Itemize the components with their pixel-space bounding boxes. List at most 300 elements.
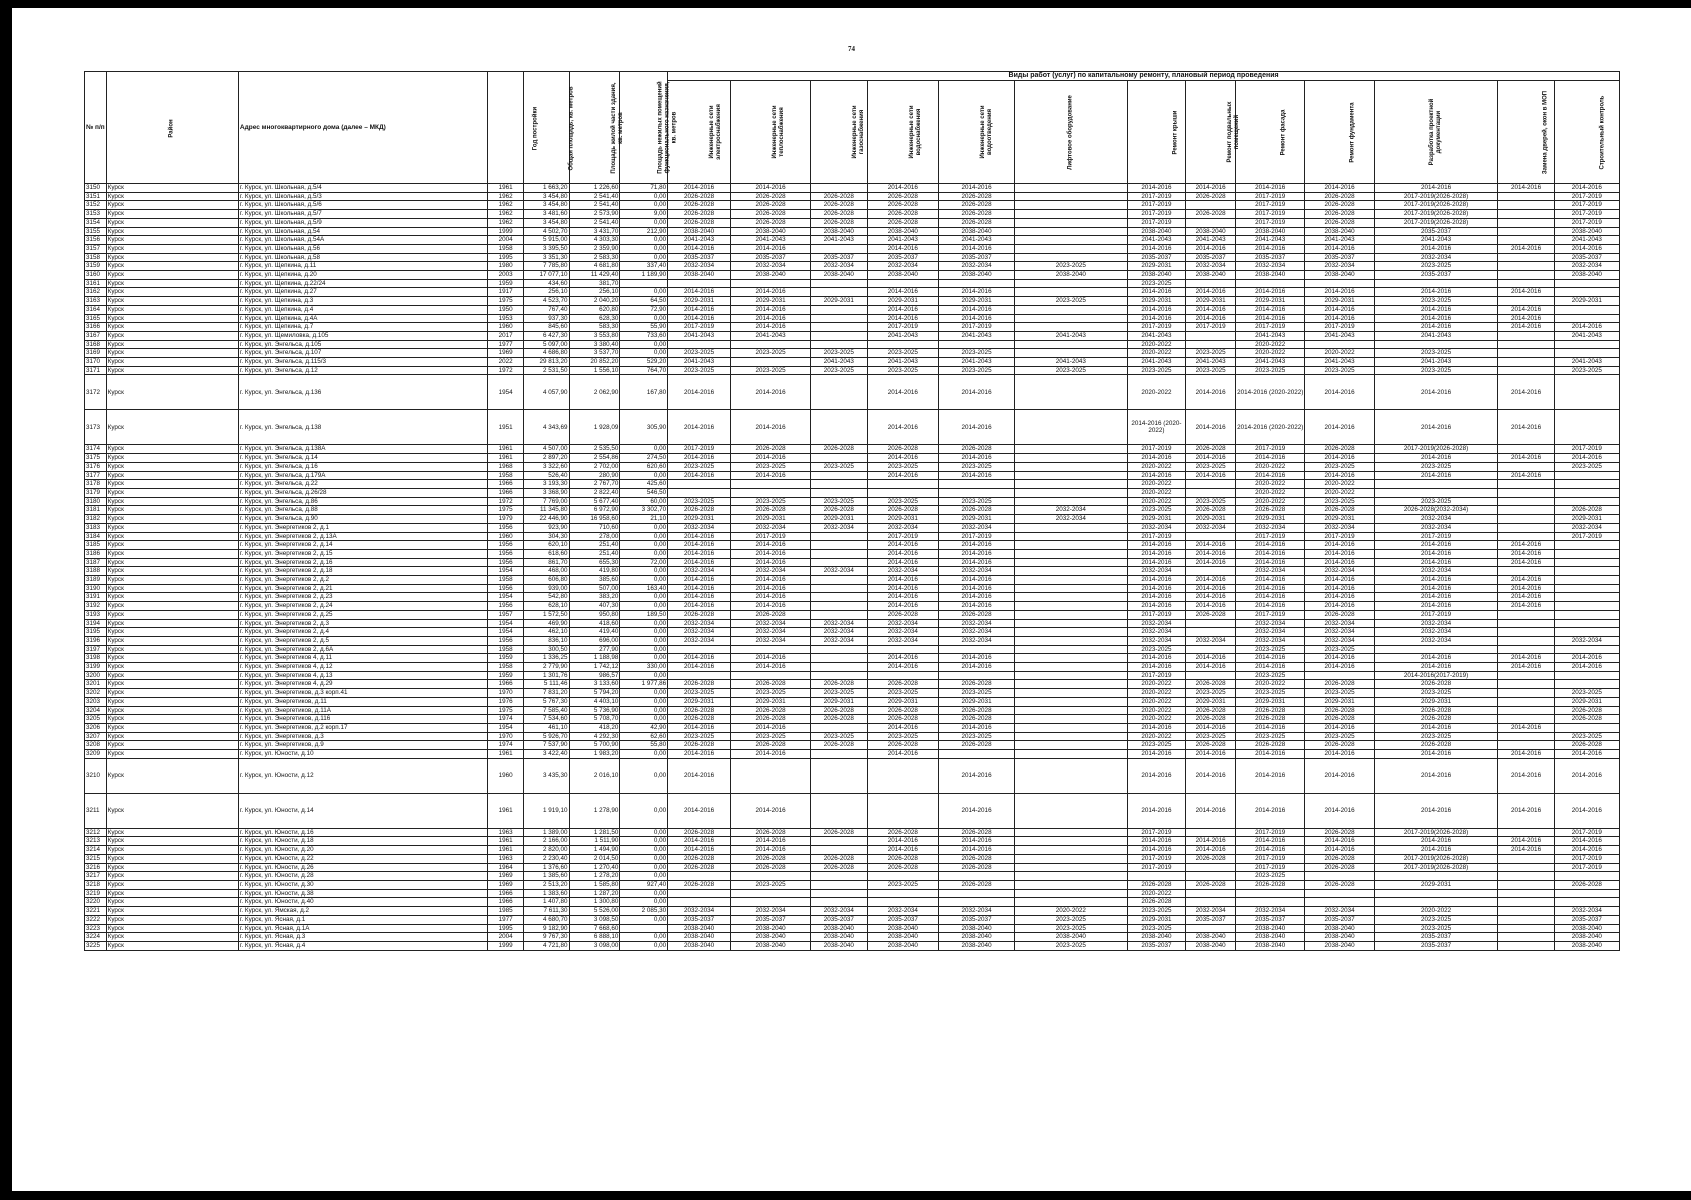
cell-work-period: 2014-2016	[867, 184, 939, 193]
cell-work-period: 2038-2040	[1554, 271, 1619, 280]
cell-district: Курск	[106, 732, 238, 741]
cell-address: г. Курск, ул. Энергетиков 2, д.23	[238, 593, 487, 602]
cell-work-period	[1014, 227, 1127, 236]
cell-work-period: 2014-2016	[1554, 184, 1619, 193]
cell-work-period: 2014-2016	[1236, 576, 1305, 585]
cell-num: 3194	[85, 619, 107, 628]
cell-work-period	[939, 340, 1015, 349]
cell-work-period: 2032-2034	[1014, 515, 1127, 524]
cell-work-period: 2026-2028	[939, 881, 1015, 890]
cell-work-period: 2014-2016	[1127, 758, 1186, 793]
cell-num: 3201	[85, 680, 107, 689]
cell-nonres-area: 3 302,70	[620, 506, 668, 515]
cell-district: Курск	[106, 471, 238, 480]
cell-year: 1961	[488, 445, 524, 454]
cell-work-period: 2017-2019	[1127, 218, 1186, 227]
cell-living-area: 4 292,30	[569, 732, 620, 741]
cell-living-area: 407,30	[569, 602, 620, 611]
cell-nonres-area: 64,50	[620, 297, 668, 306]
cell-work-period	[1236, 898, 1305, 907]
cell-work-period: 2041-2043	[1186, 236, 1236, 245]
cell-work-period: 2032-2034	[1127, 523, 1186, 532]
cell-work-period: 2041-2043	[1554, 236, 1619, 245]
cell-work-period: 2017-2019(2026-2028)	[1374, 854, 1498, 863]
cell-work-period: 2038-2040	[939, 227, 1015, 236]
cell-num: 3217	[85, 872, 107, 881]
cell-work-period: 2023-2025	[1127, 907, 1186, 916]
cell-work-period: 2014-2016	[1305, 314, 1374, 323]
cell-work-period: 2029-2031	[939, 297, 1015, 306]
cell-work-period: 2014-2016	[1305, 549, 1374, 558]
cell-work-period: 2035-2037	[1186, 915, 1236, 924]
cell-work-period	[1498, 628, 1554, 637]
cell-work-period: 2026-2028	[1186, 706, 1236, 715]
table-row	[85, 227, 1620, 236]
cell-living-area: 383,20	[569, 593, 620, 602]
cell-work-period: 2032-2034	[1186, 262, 1236, 271]
cell-district: Курск	[106, 497, 238, 506]
table-row	[85, 654, 1620, 663]
cell-work-period: 2023-2025	[1554, 689, 1619, 698]
cell-total-area: 2 779,90	[523, 663, 569, 672]
cell-year: 1962	[488, 192, 524, 201]
cell-work-period: 2032-2034	[939, 907, 1015, 916]
table-row	[85, 680, 1620, 689]
cell-work-period	[1498, 271, 1554, 280]
cell-work-period: 2017-2019	[1236, 201, 1305, 210]
cell-work-period: 2023-2025	[811, 689, 867, 698]
cell-work-period	[811, 331, 867, 340]
cell-num: 3182	[85, 515, 107, 524]
cell-nonres-area: 55,80	[620, 741, 668, 750]
cell-work-period: 2041-2043	[1127, 331, 1186, 340]
cell-work-period: 2038-2040	[1305, 271, 1374, 280]
cell-total-area: 3 454,80	[523, 192, 569, 201]
cell-nonres-area: 0,00	[620, 636, 668, 645]
cell-district: Курск	[106, 636, 238, 645]
cell-work-period: 2014-2016	[939, 375, 1015, 410]
cell-work-period	[1498, 636, 1554, 645]
cell-living-area: 11 429,40	[569, 271, 620, 280]
cell-work-period	[730, 898, 810, 907]
cell-work-period	[1014, 244, 1127, 253]
cell-work-period: 2014-2016	[939, 410, 1015, 445]
cell-address: г. Курск, ул. Энергетиков 2, д.24	[238, 602, 487, 611]
cell-work-period: 2026-2028	[939, 854, 1015, 863]
cell-year: 1963	[488, 854, 524, 863]
cell-work-period	[1374, 480, 1498, 489]
cell-work-period: 2035-2037	[867, 253, 939, 262]
cell-address: г. Курск, ул. Юности, д.12	[238, 758, 487, 793]
cell-work-period: 2014-2016	[1305, 654, 1374, 663]
cell-work-period: 2032-2034	[939, 636, 1015, 645]
table-row	[85, 758, 1620, 793]
cell-work-period: 2023-2025	[939, 462, 1015, 471]
cell-work-period	[1186, 889, 1236, 898]
cell-work-period: 2014-2016	[1236, 314, 1305, 323]
cell-work-period: 2023-2025	[668, 497, 731, 506]
cell-work-period	[811, 576, 867, 585]
cell-total-area: 3 193,30	[523, 480, 569, 489]
cell-work-period	[811, 375, 867, 410]
cell-work-period	[867, 488, 939, 497]
cell-work-period	[1498, 889, 1554, 898]
cell-address: г. Курск, ул. Юности, д.38	[238, 889, 487, 898]
cell-nonres-area: 0,00	[620, 201, 668, 210]
cell-living-area: 2 014,50	[569, 854, 620, 863]
cell-work-period: 2014-2016	[730, 602, 810, 611]
cell-year: 1975	[488, 297, 524, 306]
cell-living-area: 5 526,00	[569, 907, 620, 916]
cell-work-period: 2014-2016	[1498, 314, 1554, 323]
cell-living-area: 2 583,30	[569, 253, 620, 262]
cell-year: 1961	[488, 184, 524, 193]
cell-work-period: 2038-2040	[668, 271, 731, 280]
table-row	[85, 663, 1620, 672]
cell-num: 3176	[85, 462, 107, 471]
cell-living-area: 20 852,20	[569, 358, 620, 367]
cell-work-period: 2026-2028	[939, 680, 1015, 689]
cell-num: 3167	[85, 331, 107, 340]
cell-work-period: 2014-2016	[1186, 576, 1236, 585]
cell-work-period: 2014-2016	[1374, 793, 1498, 828]
cell-num: 3210	[85, 758, 107, 793]
cell-year: 1999	[488, 941, 524, 950]
cell-year: 1961	[488, 793, 524, 828]
cell-work-period: 2014-2016	[1186, 541, 1236, 550]
cell-year: 1957	[488, 610, 524, 619]
cell-work-period: 2023-2025	[1374, 689, 1498, 698]
cell-work-period: 2023-2025	[730, 349, 810, 358]
cell-work-period	[811, 454, 867, 463]
cell-living-area: 3 098,00	[569, 941, 620, 950]
cell-work-period: 2014-2016	[1127, 471, 1186, 480]
cell-work-period	[1014, 758, 1127, 793]
cell-num: 3193	[85, 610, 107, 619]
cell-work-period: 2023-2025	[668, 732, 731, 741]
cell-work-period	[1014, 480, 1127, 489]
cell-living-area: 278,00	[569, 532, 620, 541]
cell-work-period	[1014, 567, 1127, 576]
cell-year: 1954	[488, 628, 524, 637]
cell-living-area: 1 494,90	[569, 846, 620, 855]
cell-work-period: 2014-2016	[668, 837, 731, 846]
scan-border-top	[0, 0, 1691, 8]
cell-nonres-area: 189,50	[620, 610, 668, 619]
table-row	[85, 279, 1620, 288]
cell-work-period: 2014-2016	[668, 793, 731, 828]
cell-total-area: 4 721,80	[523, 941, 569, 950]
cell-work-period: 2014-2016	[1374, 723, 1498, 732]
cell-work-period: 2035-2037	[1236, 915, 1305, 924]
cell-district: Курск	[106, 331, 238, 340]
cell-work-period: 2017-2019	[1374, 610, 1498, 619]
cell-living-area: 2 016,10	[569, 758, 620, 793]
cell-work-period: 2029-2031	[1127, 262, 1186, 271]
cell-year: 1956	[488, 584, 524, 593]
cell-work-period: 2041-2043	[867, 331, 939, 340]
table-row	[85, 210, 1620, 219]
cell-work-period: 2038-2040	[1554, 227, 1619, 236]
cell-work-period: 2017-2019	[1127, 863, 1186, 872]
cell-address: г. Курск, ул. Энгельса, д.115/3	[238, 358, 487, 367]
cell-nonres-area: 212,90	[620, 227, 668, 236]
cell-work-period: 2014-2016	[1498, 305, 1554, 314]
cell-work-period: 2014-2016	[1374, 750, 1498, 759]
table-row	[85, 288, 1620, 297]
cell-work-period: 2038-2040	[730, 933, 810, 942]
cell-nonres-area: 305,90	[620, 410, 668, 445]
cell-work-period	[730, 645, 810, 654]
cell-num: 3207	[85, 732, 107, 741]
cell-work-period: 2029-2031	[1374, 697, 1498, 706]
table-row	[85, 340, 1620, 349]
cell-work-period: 2014-2016	[939, 549, 1015, 558]
cell-work-period: 2026-2028	[811, 715, 867, 724]
cell-work-period: 2041-2043	[867, 236, 939, 245]
cell-work-period: 2029-2031	[1305, 515, 1374, 524]
cell-work-period: 2014-2016	[1186, 184, 1236, 193]
cell-work-period	[811, 671, 867, 680]
cell-work-period: 2014-2016	[867, 305, 939, 314]
cell-work-period: 2014-2016	[1186, 602, 1236, 611]
cell-address: г. Курск, ул. Энгельса, д.86	[238, 497, 487, 506]
cell-work-period: 2020-2022	[1127, 680, 1186, 689]
cell-year: 1958	[488, 471, 524, 480]
cell-work-period: 2017-2019	[1127, 610, 1186, 619]
cell-district: Курск	[106, 567, 238, 576]
cell-work-period	[1014, 497, 1127, 506]
cell-work-period: 2020-2022	[1236, 340, 1305, 349]
cell-work-period: 2026-2028	[1374, 715, 1498, 724]
cell-work-period: 2029-2031	[1236, 697, 1305, 706]
table-row	[85, 723, 1620, 732]
cell-work-period: 2014-2016	[1236, 793, 1305, 828]
cell-work-period	[1014, 828, 1127, 837]
cell-district: Курск	[106, 236, 238, 245]
cell-work-period: 2014-2016	[1374, 471, 1498, 480]
cell-year: 1966	[488, 898, 524, 907]
cell-year: 1958	[488, 645, 524, 654]
cell-work-period: 2026-2028	[1374, 706, 1498, 715]
cell-work-period: 2014-2016	[1554, 846, 1619, 855]
cell-work-period	[1374, 872, 1498, 881]
cell-num: 3169	[85, 349, 107, 358]
cell-total-area: 3 454,80	[523, 201, 569, 210]
cell-living-area: 419,40	[569, 628, 620, 637]
cell-work-period: 2014-2016	[1186, 549, 1236, 558]
cell-work-period	[1014, 898, 1127, 907]
cell-work-period: 2032-2034	[1305, 619, 1374, 628]
cell-work-period: 2026-2028	[811, 210, 867, 219]
table-row	[85, 793, 1620, 828]
cell-work-period: 2038-2040	[811, 924, 867, 933]
cell-total-area: 1 301,76	[523, 671, 569, 680]
cell-work-period: 2014-2016	[1127, 602, 1186, 611]
cell-work-period	[668, 898, 731, 907]
cell-work-period: 2014-2016	[1127, 837, 1186, 846]
cell-work-period: 2026-2028	[1186, 854, 1236, 863]
cell-work-period: 2029-2031	[1236, 515, 1305, 524]
cell-work-period: 2014-2016	[730, 314, 810, 323]
cell-living-area: 628,30	[569, 314, 620, 323]
cell-living-area: 6 972,90	[569, 506, 620, 515]
cell-district: Курск	[106, 366, 238, 375]
cell-work-period	[1554, 872, 1619, 881]
cell-work-period: 2023-2025	[1305, 689, 1374, 698]
cell-num: 3181	[85, 506, 107, 515]
cell-year: 1972	[488, 366, 524, 375]
cell-work-period: 2023-2025	[730, 732, 810, 741]
cell-work-period	[1014, 192, 1127, 201]
cell-work-period: 2023-2025	[1554, 732, 1619, 741]
cell-work-period: 2026-2028	[1305, 210, 1374, 219]
cell-work-period: 2026-2028	[668, 863, 731, 872]
cell-work-period	[811, 881, 867, 890]
cell-work-period: 2032-2034	[939, 523, 1015, 532]
cell-total-area: 7 769,00	[523, 497, 569, 506]
cell-nonres-area: 0,00	[620, 244, 668, 253]
cell-work-period: 2023-2025	[1305, 366, 1374, 375]
cell-address: г. Курск, ул. Юности, д.28	[238, 872, 487, 881]
cell-work-period: 2014-2016	[1186, 654, 1236, 663]
cell-work-period: 2014-2016	[1127, 576, 1186, 585]
cell-address: г. Курск, ул. Юности, д.26	[238, 863, 487, 872]
cell-work-period: 2014-2016	[1305, 410, 1374, 445]
cell-address: г. Курск, ул. Юности, д.18	[238, 837, 487, 846]
cell-work-period: 2017-2019	[939, 532, 1015, 541]
cell-num: 3224	[85, 933, 107, 942]
cell-work-period: 2023-2025	[939, 349, 1015, 358]
cell-year: 1950	[488, 305, 524, 314]
cell-work-period: 2023-2025	[1127, 645, 1186, 654]
cell-work-period: 2026-2028	[1186, 192, 1236, 201]
cell-work-period: 2032-2034	[668, 907, 731, 916]
cell-work-period: 2020-2022	[1127, 340, 1186, 349]
cell-year: 1980	[488, 262, 524, 271]
cell-total-area: 4 502,70	[523, 227, 569, 236]
cell-work-period: 2032-2034	[1236, 628, 1305, 637]
cell-work-period: 2014-2016	[1374, 375, 1498, 410]
cell-address: г. Курск, ул. Щепкина, д.22/24	[238, 279, 487, 288]
cell-work-period: 2032-2034	[1374, 253, 1498, 262]
cell-work-period: 2023-2025	[1186, 462, 1236, 471]
cell-living-area: 2 541,40	[569, 218, 620, 227]
cell-address: г. Курск, ул. Энергетиков 4, д.13	[238, 671, 487, 680]
cell-work-period: 2014-2016	[1305, 541, 1374, 550]
cell-work-period	[668, 279, 731, 288]
cell-work-period: 2017-2019	[1236, 323, 1305, 332]
cell-work-period: 2014-2016	[730, 558, 810, 567]
cell-work-period: 2014-2016	[1236, 758, 1305, 793]
cell-district: Курск	[106, 445, 238, 454]
cell-work-period: 2026-2028	[811, 741, 867, 750]
cell-work-period: 2020-2022	[1127, 889, 1186, 898]
cell-work-period: 2014-2016	[867, 471, 939, 480]
cell-address: г. Курск, ул. Щепкина, д.27	[238, 288, 487, 297]
cell-work-period: 2014-2016	[1554, 663, 1619, 672]
cell-year: 1956	[488, 549, 524, 558]
cell-work-period	[1186, 898, 1236, 907]
cell-work-period	[939, 671, 1015, 680]
cell-work-period: 2020-2022	[1127, 689, 1186, 698]
cell-living-area: 418,60	[569, 619, 620, 628]
cell-num: 3151	[85, 192, 107, 201]
cell-work-period: 2026-2028	[867, 192, 939, 201]
cell-total-area: 461,10	[523, 723, 569, 732]
cell-work-period: 2038-2040	[668, 227, 731, 236]
cell-work-period	[1554, 549, 1619, 558]
cell-nonres-area: 0,00	[620, 218, 668, 227]
cell-work-period: 2014-2016	[867, 663, 939, 672]
cell-year: 1959	[488, 671, 524, 680]
table-row	[85, 602, 1620, 611]
cell-nonres-area: 927,40	[620, 881, 668, 890]
cell-num: 3221	[85, 907, 107, 916]
cell-total-area: 304,30	[523, 532, 569, 541]
table-row	[85, 366, 1620, 375]
cell-work-period: 2026-2028	[1305, 706, 1374, 715]
cell-work-period	[1014, 549, 1127, 558]
cell-work-period: 2038-2040	[1554, 941, 1619, 950]
cell-work-period: 2014-2016	[1186, 244, 1236, 253]
cell-work-period	[811, 184, 867, 193]
cell-work-period	[1186, 828, 1236, 837]
cell-work-period: 2026-2028	[1236, 715, 1305, 724]
cell-living-area: 507,00	[569, 584, 620, 593]
cell-work-period: 2023-2025	[1014, 941, 1127, 950]
cell-district: Курск	[106, 549, 238, 558]
cell-work-period: 2023-2025	[668, 689, 731, 698]
cell-work-period: 2038-2040	[939, 271, 1015, 280]
cell-work-period: 2017-2019	[1127, 532, 1186, 541]
cell-work-period	[1498, 349, 1554, 358]
cell-nonres-area: 0,00	[620, 471, 668, 480]
cell-district: Курск	[106, 515, 238, 524]
cell-address: г. Курск, ул. Щепкина, д.3	[238, 297, 487, 306]
cell-work-period: 2014-2016	[730, 323, 810, 332]
cell-work-period: 2023-2025	[1236, 645, 1305, 654]
cell-work-period: 2029-2031	[1127, 515, 1186, 524]
cell-work-period: 2032-2034	[730, 523, 810, 532]
cell-nonres-area: 0,00	[620, 915, 668, 924]
cell-work-period	[1498, 279, 1554, 288]
cell-work-period: 2032-2034	[1374, 619, 1498, 628]
cell-total-area: 3 368,90	[523, 488, 569, 497]
cell-living-area: 16 958,60	[569, 515, 620, 524]
cell-work-period: 2014-2016	[1236, 541, 1305, 550]
cell-district: Курск	[106, 218, 238, 227]
cell-work-period: 2014-2016	[668, 314, 731, 323]
cell-work-period: 2032-2034	[1554, 636, 1619, 645]
cell-work-period: 2020-2022	[1236, 480, 1305, 489]
cell-work-period: 2014-2016	[1305, 184, 1374, 193]
cell-address: г. Курск, ул. Энгельса, д.90	[238, 515, 487, 524]
cell-work-period	[811, 410, 867, 445]
cell-work-period: 2026-2028	[1554, 741, 1619, 750]
cell-work-period: 2026-2028	[1186, 445, 1236, 454]
cell-district: Курск	[106, 314, 238, 323]
cell-work-period: 2014-2016	[939, 314, 1015, 323]
cell-address: г. Курск, ул. Школьная, д.5/3	[238, 192, 487, 201]
cell-address: г. Курск, ул. Энергетиков 2, д.13А	[238, 532, 487, 541]
cell-work-period: 2020-2022	[1236, 462, 1305, 471]
cell-work-period	[1498, 706, 1554, 715]
cell-work-period: 2017-2019	[1305, 323, 1374, 332]
cell-work-period: 2038-2040	[1186, 933, 1236, 942]
cell-work-period: 2023-2025	[668, 366, 731, 375]
cell-work-period	[1498, 741, 1554, 750]
